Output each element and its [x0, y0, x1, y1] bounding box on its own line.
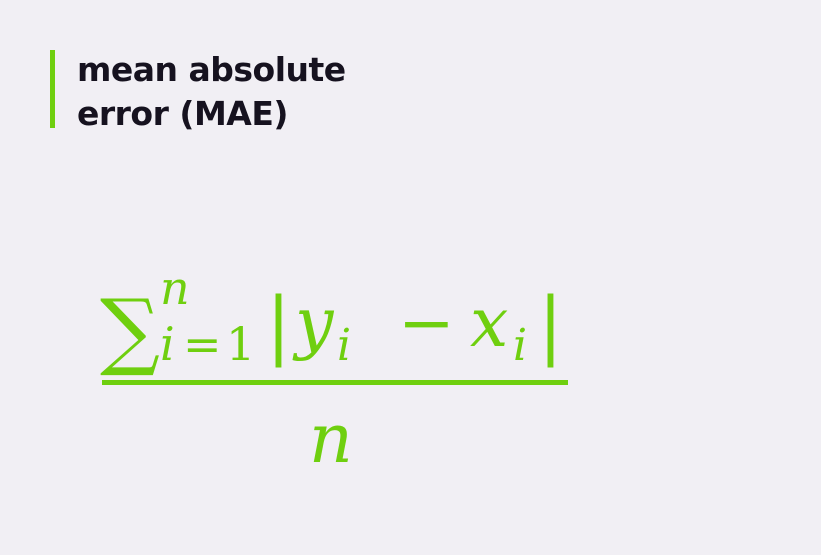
y-subscript: i [337, 320, 352, 371]
sum-index-variable: i [160, 317, 175, 371]
sum-equals-sign: = [183, 317, 222, 371]
sum-symbol: ∑ [100, 281, 160, 379]
x-subscript: i [513, 320, 528, 371]
minus-sign: − [398, 284, 455, 363]
denominator: n [309, 400, 353, 479]
x-variable: x [470, 284, 509, 363]
title-line-2: error (MAE) [77, 94, 288, 133]
title-line-1: mean absolute [77, 50, 346, 89]
y-variable: y [295, 284, 334, 363]
abs-bar-left: | [266, 282, 291, 368]
sum-upper-limit: n [160, 261, 190, 315]
sum-lower-limit: 1 [226, 317, 256, 371]
abs-bar-right: | [538, 282, 563, 368]
fraction-line [102, 380, 568, 385]
